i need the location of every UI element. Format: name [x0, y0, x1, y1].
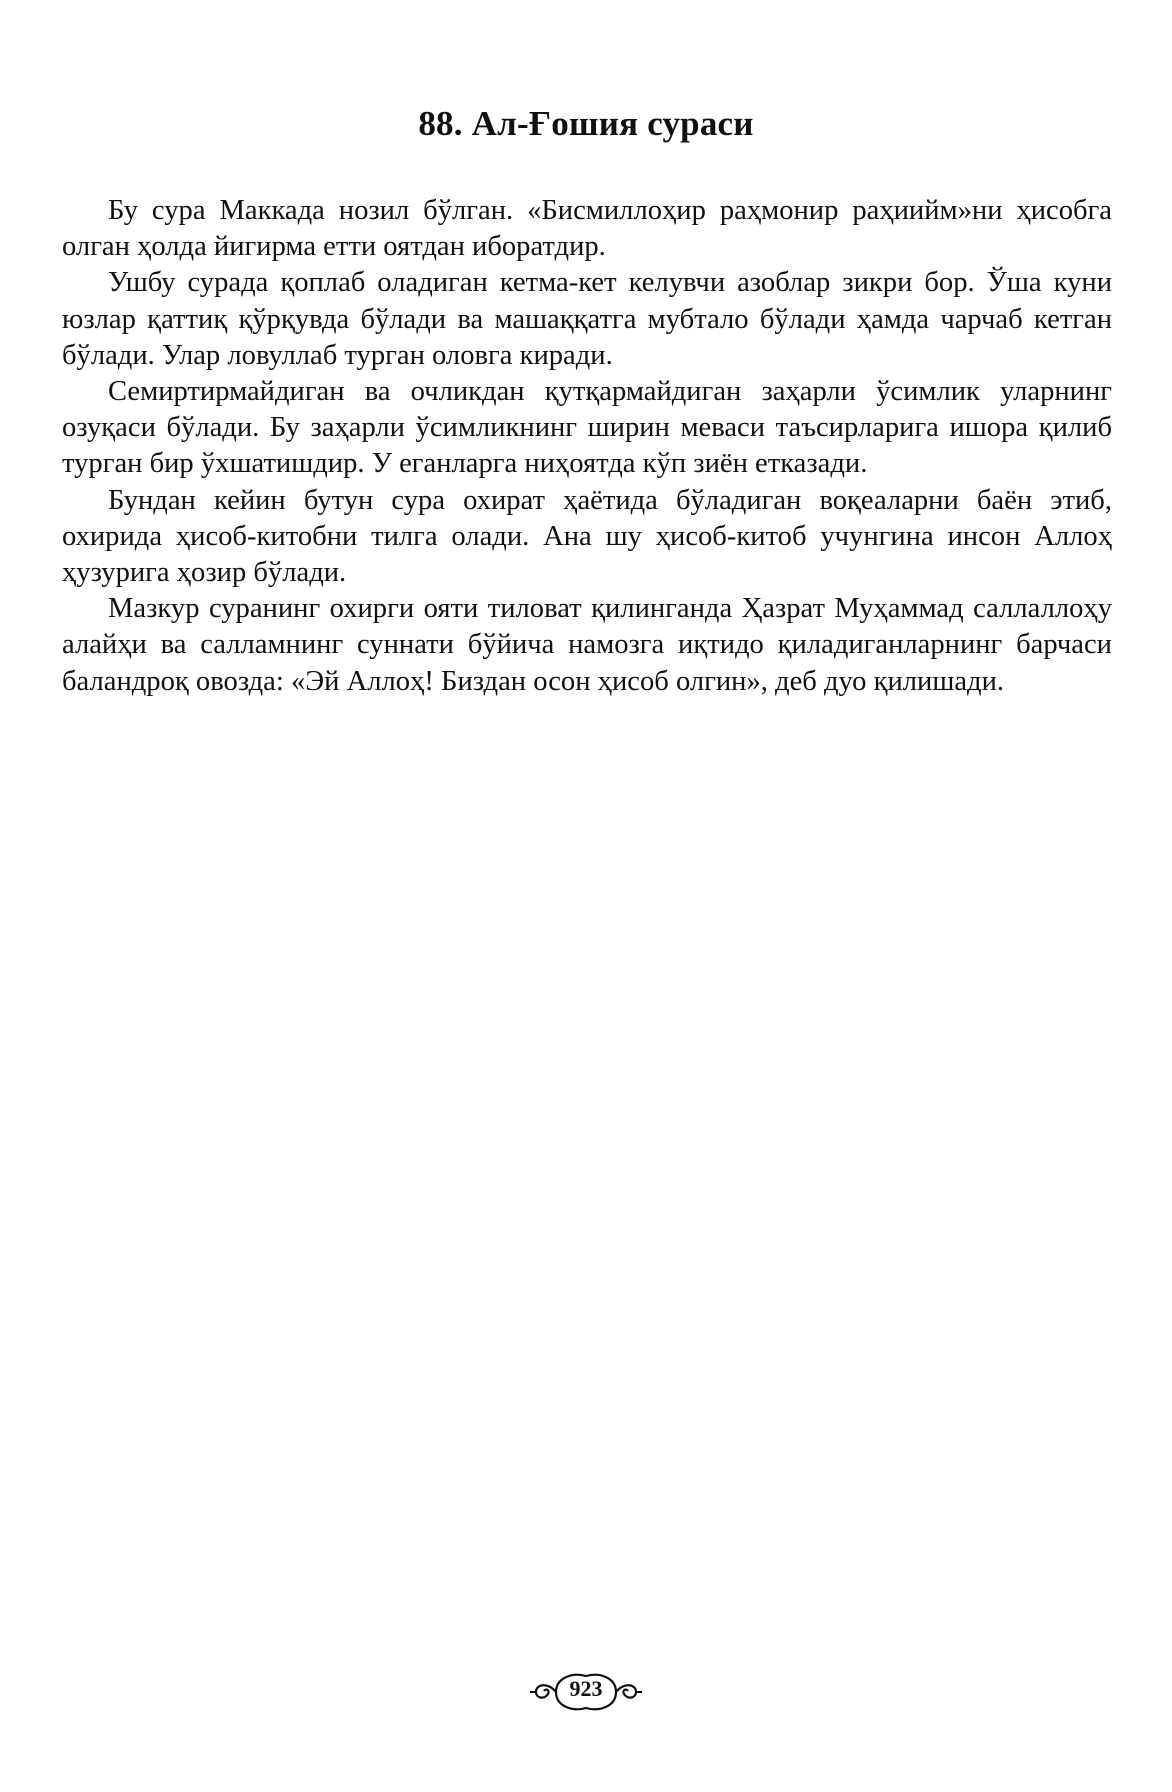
body-text — [62, 193, 1112, 700]
page-number: 923 — [569, 1676, 603, 1701]
chapter-title: 88. Ал-Ғошия сураси — [418, 104, 754, 143]
page-footer — [0, 1666, 1172, 1726]
paragraph: Мазкур суранинг охирги ояти тиловат қилинганда Ҳазрат Муҳаммад саллаллоҳу алайҳи ва салламнинг суннати бўйича намозга иқтидо қиладиганларнинг барчаси баландроқ овозда: «Эй Аллоҳ! Биздан осон ҳисоб олгин», деб дуо қилишади. — [62, 593, 1112, 697]
paragraph: Бундан кейин бутун сура охират ҳаётида бўладиган воқеаларни баён этиб, охирида ҳисоб-китобни тилга олади. Ана шу ҳисоб-китоб учунгина инсон Аллоҳ ҳузурига ҳозир бўлади. — [62, 484, 1112, 589]
paragraph: Семиртирмайдиган ва очликдан қутқармайдиган заҳарли ўсимлик уларнинг озуқаси бўлади. Бу заҳарли ўсимликнинг ширин меваси таъсирларига ишора қилиб турган бир ўхшатишдир. У еганларга ниҳоятда кўп зиён етказади. — [62, 376, 1112, 480]
paragraph: Бу сура Маккада нозил бўлган. «Бисмиллоҳир раҳмонир раҳиийм»ни ҳисобга олган ҳолда йигирма етти оятдан иборатдир. — [62, 195, 1112, 263]
paragraph: Ушбу сурада қоплаб оладиган кетма-кет келувчи азоблар зикри бор. Ўша куни юзлар қаттиқ қўрқувда бўлади ва машаққатга мубтало бўлади ҳамда чарчаб кетган бўлади. Улар ловуллаб турган оловга киради. — [62, 267, 1112, 371]
